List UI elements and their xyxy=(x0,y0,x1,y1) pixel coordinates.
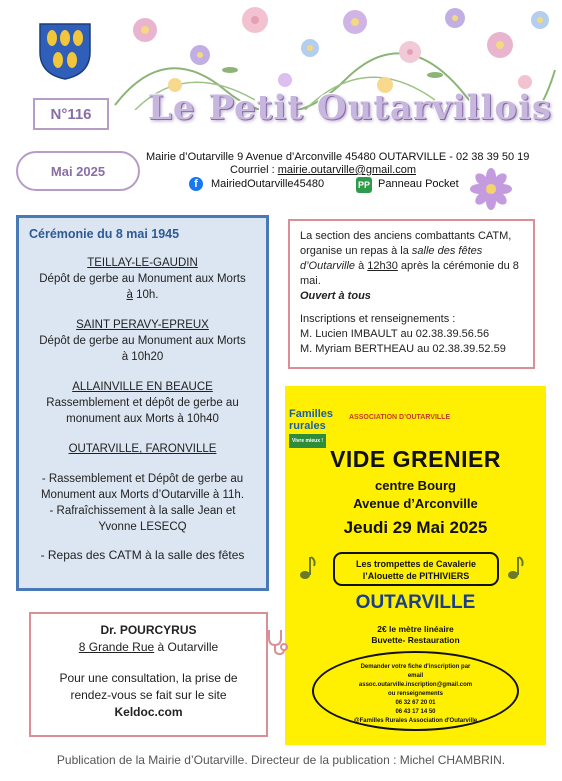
band-line: l’Alouette de PITHIVIERS xyxy=(362,571,470,581)
doctor-town: à Outarville xyxy=(154,640,219,654)
panneau-pocket-icon: PP xyxy=(356,177,372,193)
place-outarville: OUTARVILLE, FARONVILLE xyxy=(68,443,217,455)
logo-text: Familles xyxy=(289,408,334,420)
issue-number: N°116 xyxy=(33,98,109,130)
ceremony-title: Cérémonie du 8 mai 1945 xyxy=(29,227,180,241)
ceremony-text: Dépôt de gerbe au Monument aux Morts xyxy=(39,335,246,347)
ceremony-text: Rassemblement et dépôt de gerbe au xyxy=(46,397,239,409)
contact-imbault: M. Lucien IMBAULT au 02.38.39.56.56 xyxy=(300,328,490,340)
doctor-street: 8 Grande Rue xyxy=(78,640,155,654)
reg-phone: 06 43 17 14 50 xyxy=(395,709,436,715)
facebook-handle: MairiedOutarville45480 xyxy=(211,178,325,190)
flower-decoration-image xyxy=(470,168,512,210)
publication-footer: Publication de la Mairie d’Outarville. Directeur de la publication : Michel CHAMBRIN. xyxy=(56,753,506,767)
combattants-text: après la cérémonie du 8 mai. xyxy=(300,260,519,287)
registration-oval xyxy=(312,651,519,731)
keldoc-link[interactable]: Keldoc.com xyxy=(114,705,183,719)
coat-of-arms-logo xyxy=(38,22,92,80)
repas-item: - Repas des CATM à la salle des fêtes xyxy=(40,548,245,562)
doctor-name: Dr. POURCYRUS xyxy=(100,623,197,637)
music-note-icon xyxy=(299,554,317,580)
reg-line: Demander votre fiche d'inscription par xyxy=(360,664,471,670)
newsletter-title: Le Petit Outarvillois xyxy=(148,88,553,128)
poster-town: OUTARVILLE xyxy=(355,592,476,613)
buvette-line: Buvette- Restauration xyxy=(371,635,460,645)
poster-price xyxy=(285,624,546,646)
stethoscope-icon xyxy=(264,628,288,656)
poster-date: Jeudi 29 Mai 2025 xyxy=(343,518,488,537)
combattants-text: à xyxy=(355,260,368,272)
ceremony-time: monument aux Morts à 10h40 xyxy=(66,413,219,425)
familles-rurales-logo xyxy=(289,408,349,448)
email-link[interactable]: mairie.outarville@gmail.com xyxy=(277,164,417,176)
inscriptions-label: Inscriptions et renseignements : xyxy=(300,313,456,325)
facebook-icon: f xyxy=(189,177,203,191)
ceremony-text: Dépôt de gerbe au Monument aux Morts xyxy=(39,273,246,285)
ceremony-time: 10h. xyxy=(132,289,159,301)
vide-grenier-poster xyxy=(285,386,546,745)
ceremony-time: à 10h20 xyxy=(121,351,164,363)
poster-title: VIDE GRENIER xyxy=(330,446,501,472)
doctor-box xyxy=(29,612,268,737)
doctor-text: Pour une consultation, la prise de rendez-vous se fait sur le site xyxy=(59,671,238,702)
poster-location-2: Avenue d’Arconville xyxy=(353,496,478,511)
email-label: Courriel : xyxy=(230,164,278,176)
issue-month: Mai 2025 xyxy=(16,151,140,191)
logo-badge: Vivre mieux ! xyxy=(289,434,326,448)
ceremony-at: à xyxy=(126,289,133,301)
doctor-address xyxy=(41,639,256,656)
outarville-item: - Rafraîchissement à la salle Jean et Yvonne LESECQ xyxy=(49,505,236,533)
reg-line: email xyxy=(407,673,424,679)
reg-phone: 06 32 67 20 01 xyxy=(395,700,436,706)
contact-bertheau: M. Myriam BERTHEAU au 02.38.39.52.59 xyxy=(300,343,506,355)
panneau-pocket-label: Panneau Pocket xyxy=(378,178,459,190)
combattants-text: La section des anciens combattants CATM, organise un repas à la xyxy=(300,230,512,257)
email-line xyxy=(230,164,416,176)
reg-line: ou renseignements xyxy=(387,691,443,697)
price-line: 2€ le mètre linéaire xyxy=(377,624,454,634)
outarville-item: - Rassemblement et Dépôt de gerbe au Monument aux Morts d’Outarville à 11h. xyxy=(40,473,245,501)
combattants-time: 12h30 xyxy=(367,260,398,272)
combattants-box xyxy=(288,219,535,369)
music-note-icon xyxy=(507,554,525,580)
ceremony-box xyxy=(16,215,269,591)
association-name: ASSOCIATION D’OUTARVILLE xyxy=(349,414,451,421)
reg-email: assoc.outarville.inscription@gmail.com xyxy=(358,682,473,688)
ceremony-text xyxy=(29,287,256,303)
mairie-address: Mairie d’Outarville 9 Avenue d’Arconville 45480 OUTARVILLE - 02 38 39 50 19 xyxy=(146,151,530,163)
combattants-venue: salle des fêtes d’Outarville xyxy=(300,245,483,272)
place-allainville: ALLAINVILLE EN BEAUCE xyxy=(72,381,213,393)
poster-location-1: centre Bourg xyxy=(375,478,456,493)
band-line: Les trompettes de Cavalerie xyxy=(355,559,477,569)
combattants-intro xyxy=(300,229,523,304)
logo-text: rurales xyxy=(289,420,326,432)
place-teillay: TEILLAY-LE-GAUDIN xyxy=(87,257,198,269)
band-box xyxy=(333,552,499,586)
place-saint-peravy: SAINT PERAVY-EPREUX xyxy=(76,319,209,331)
combattants-open: Ouvert à tous xyxy=(300,290,371,302)
reg-facebook: @Familles Rurales Association d'Outarville xyxy=(353,718,478,724)
